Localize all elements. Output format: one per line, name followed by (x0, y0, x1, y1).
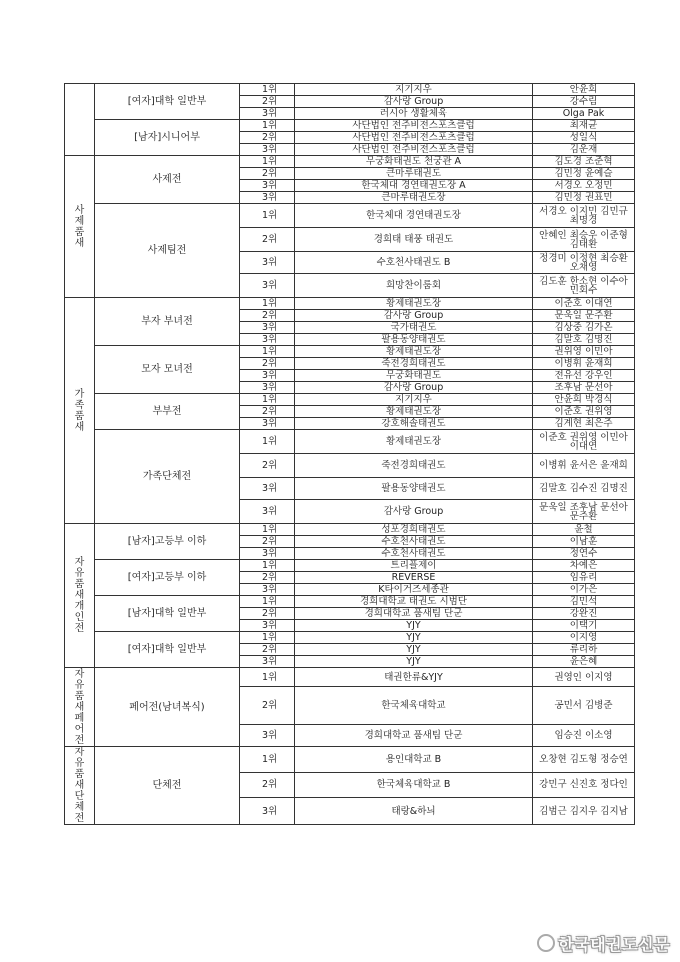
table-row (65, 156, 635, 168)
team-cell: 감사랑 Group (295, 382, 533, 394)
rank-cell: 1위 (240, 298, 295, 310)
table-row (65, 394, 635, 406)
team-cell: YJY (295, 620, 533, 632)
section-title-text: 자유품새개인전 (74, 557, 85, 634)
team-cell: 죽전경희태권도 (295, 358, 533, 370)
rank-cell: 1위 (240, 156, 295, 168)
rank-cell: 2위 (240, 96, 295, 108)
group-name: 페어전(남녀복식) (95, 668, 240, 747)
rank-cell: 3위 (240, 370, 295, 382)
athlete-names-cell: 김민석 (533, 596, 635, 608)
team-cell: 황제태권도장 (295, 346, 533, 358)
rank-cell: 3위 (240, 584, 295, 596)
rank-cell: 1위 (240, 524, 295, 536)
team-cell: 경희태 태풍 태권도 (295, 228, 533, 252)
athlete-names-cell: 김상중 김가온 (533, 322, 635, 334)
athlete-names-cell: 안혜인 최승우 이준형 김태환 (533, 228, 635, 252)
rank-cell: 3위 (240, 382, 295, 394)
athlete-names-cell: 성일식 (533, 132, 635, 144)
section-title (65, 156, 95, 298)
rank-cell: 3위 (240, 180, 295, 192)
rank-cell: 2위 (240, 772, 295, 798)
team-cell: 한국체대 경연태권도장 (295, 204, 533, 228)
rank-cell: 1위 (240, 204, 295, 228)
team-cell: 국가태권도 (295, 322, 533, 334)
section-title (65, 298, 95, 524)
rank-cell: 2위 (240, 536, 295, 548)
athlete-names-cell: 차예은 (533, 560, 635, 572)
athlete-names-cell: 문욱일 문주환 (533, 310, 635, 322)
rank-cell: 2위 (240, 228, 295, 252)
table-row (65, 120, 635, 132)
team-cell: 수호천사태권도 (295, 548, 533, 560)
table-row (65, 632, 635, 644)
athlete-names-cell: 김운재 (533, 144, 635, 156)
rank-cell: 2위 (240, 310, 295, 322)
team-cell: 감사랑 Group (295, 310, 533, 322)
table-row (65, 596, 635, 608)
athlete-names-cell: 권위영 이민아 (533, 346, 635, 358)
athlete-names-cell: 최재균 (533, 120, 635, 132)
logo-icon (537, 934, 555, 952)
team-cell: 태권한류&YJY (295, 668, 533, 687)
group-name: 단체전 (95, 747, 240, 825)
rank-cell: 3위 (240, 725, 295, 747)
rank-cell: 1위 (240, 346, 295, 358)
athlete-names-cell: Olga Pak (533, 108, 635, 120)
athlete-names-cell: 윤철 (533, 524, 635, 536)
section-title (65, 84, 95, 156)
section-title (65, 524, 95, 668)
team-cell: 경희대학교 태권도 시범단 (295, 596, 533, 608)
section-title-text: 가족품새 (74, 388, 85, 433)
section-title (65, 668, 95, 747)
team-cell: 큰마루태권도 (295, 168, 533, 180)
team-cell: 큰마루태권도장 (295, 192, 533, 204)
table-row (65, 346, 635, 358)
team-cell: 지기지우 (295, 394, 533, 406)
rank-cell: 3위 (240, 418, 295, 430)
athlete-names-cell: 강완진 (533, 608, 635, 620)
rank-cell: 2위 (240, 132, 295, 144)
team-cell: YJY (295, 632, 533, 644)
team-cell: 수호천사태권도 (295, 536, 533, 548)
team-cell: K타이거즈세종관 (295, 584, 533, 596)
table-row (65, 204, 635, 228)
team-cell: 희망찬이룸회 (295, 274, 533, 298)
table-row (65, 747, 635, 773)
rank-cell: 1위 (240, 560, 295, 572)
rank-cell: 3위 (240, 322, 295, 334)
athlete-names-cell: 정경미 이정현 최승환 오채영 (533, 252, 635, 274)
team-cell: 강호해솔태권도 (295, 418, 533, 430)
section-title-text: 자유품새페어전 (74, 668, 85, 746)
athlete-names-cell: 김계현 최은주 (533, 418, 635, 430)
group-name: [여자]대학 일반부 (95, 84, 240, 120)
athlete-names-cell: 이준호 권위영 (533, 406, 635, 418)
table-row (65, 560, 635, 572)
rank-cell: 2위 (240, 687, 295, 725)
athlete-names-cell: 윤은혜 (533, 656, 635, 668)
athlete-names-cell: 서경오 오정민 (533, 180, 635, 192)
athlete-names-cell: 공민서 김병준 (533, 687, 635, 725)
team-cell: 팔용동양태권도 (295, 478, 533, 500)
group-name: [남자]대학 일반부 (95, 596, 240, 632)
table-row (65, 524, 635, 536)
team-cell: 성포경희태권도 (295, 524, 533, 536)
team-cell: 사단법인 전주비전스포츠클럽 (295, 120, 533, 132)
rank-cell: 2위 (240, 454, 295, 478)
team-cell: 한국체대 경연태권도장 A (295, 180, 533, 192)
team-cell: 경희대학교 품새팀 단군 (295, 608, 533, 620)
athlete-names-cell: 김범근 김지우 김지남 (533, 798, 635, 825)
rank-cell: 1위 (240, 430, 295, 454)
team-cell: 사단법인 전주비전스포츠클럽 (295, 132, 533, 144)
rank-cell: 3위 (240, 798, 295, 825)
team-cell: 지기지우 (295, 84, 533, 96)
athlete-names-cell: 강수림 (533, 96, 635, 108)
team-cell: 팔용동양태권도 (295, 334, 533, 346)
rank-cell: 3위 (240, 144, 295, 156)
team-cell: 한국체육대학교 (295, 687, 533, 725)
athlete-names-cell: 이남훈 (533, 536, 635, 548)
rank-cell: 3위 (240, 656, 295, 668)
results-table (64, 83, 635, 825)
rank-cell: 3위 (240, 334, 295, 346)
rank-cell: 3위 (240, 478, 295, 500)
rank-cell: 3위 (240, 192, 295, 204)
athlete-names-cell: 임유리 (533, 572, 635, 584)
group-name: 부부전 (95, 394, 240, 430)
athlete-names-cell: 강민구 신진호 정다인 (533, 772, 635, 798)
athlete-names-cell: 안윤희 (533, 84, 635, 96)
rank-cell: 2위 (240, 644, 295, 656)
team-cell: 사단법인 전주비전스포츠클럽 (295, 144, 533, 156)
rank-cell: 2위 (240, 358, 295, 370)
group-name: [남자]시니어부 (95, 120, 240, 156)
group-name: 모자 모녀전 (95, 346, 240, 394)
athlete-names-cell: 전유선 강우인 (533, 370, 635, 382)
rank-cell: 3위 (240, 108, 295, 120)
athlete-names-cell: 이준호 이대연 (533, 298, 635, 310)
group-name: [남자]고등부 이하 (95, 524, 240, 560)
athlete-names-cell: 오창현 김도형 정승연 (533, 747, 635, 773)
team-cell: 무궁화태권도 (295, 370, 533, 382)
athlete-names-cell: 김도훈 한소현 이수아 민회수 (533, 274, 635, 298)
team-cell: 러시아 생활체육 (295, 108, 533, 120)
team-cell: 무궁화태권도 천궁관 A (295, 156, 533, 168)
team-cell: 한국체육대학교 B (295, 772, 533, 798)
table-row (65, 668, 635, 687)
rank-cell: 1위 (240, 747, 295, 773)
athlete-names-cell: 권영인 이지영 (533, 668, 635, 687)
section-title (65, 747, 95, 825)
table-row (65, 298, 635, 310)
athlete-names-cell: 조후남 문선아 (533, 382, 635, 394)
team-cell: 황제태권도장 (295, 298, 533, 310)
rank-cell: 3위 (240, 548, 295, 560)
group-name: 사제전 (95, 156, 240, 204)
athlete-names-cell: 김민정 윤예슬 (533, 168, 635, 180)
rank-cell: 1위 (240, 394, 295, 406)
athlete-names-cell: 서경오 이지민 김민규 최명경 (533, 204, 635, 228)
team-cell: 경희대학교 품새팀 단군 (295, 725, 533, 747)
athlete-names-cell: 김말호 김수진 김명진 (533, 478, 635, 500)
rank-cell: 1위 (240, 120, 295, 132)
athlete-names-cell: 임승진 이소영 (533, 725, 635, 747)
athlete-names-cell: 이병휘 윤재희 (533, 358, 635, 370)
rank-cell: 3위 (240, 252, 295, 274)
athlete-names-cell: 안윤희 박경식 (533, 394, 635, 406)
rank-cell: 2위 (240, 168, 295, 180)
athlete-names-cell: 김도경 조준혁 (533, 156, 635, 168)
athlete-names-cell: 김민정 권표민 (533, 192, 635, 204)
section-title-text: 사제품새 (74, 204, 85, 249)
team-cell: 용인대학교 B (295, 747, 533, 773)
rank-cell: 1위 (240, 596, 295, 608)
rank-cell: 2위 (240, 406, 295, 418)
rank-cell: 1위 (240, 84, 295, 96)
group-name: [여자]고등부 이하 (95, 560, 240, 596)
team-cell: 황제태권도장 (295, 430, 533, 454)
table-row (65, 430, 635, 454)
team-cell: 감사랑 Group (295, 500, 533, 524)
team-cell: YJY (295, 644, 533, 656)
watermark-text: 한국태권도신문 (558, 935, 670, 954)
team-cell: 수호천사태권도 B (295, 252, 533, 274)
rank-cell: 3위 (240, 620, 295, 632)
rank-cell: 1위 (240, 632, 295, 644)
athlete-names-cell: 류리하 (533, 644, 635, 656)
rank-cell: 3위 (240, 274, 295, 298)
athlete-names-cell: 이가은 (533, 584, 635, 596)
group-name: 사제팀전 (95, 204, 240, 298)
group-name: [여자]대학 일반부 (95, 632, 240, 668)
athlete-names-cell: 이병휘 윤서은 윤재희 (533, 454, 635, 478)
rank-cell: 2위 (240, 608, 295, 620)
athlete-names-cell: 문욱일 조후남 문선아 문주환 (533, 500, 635, 524)
athlete-names-cell: 정연수 (533, 548, 635, 560)
athlete-names-cell: 김말호 김명진 (533, 334, 635, 346)
rank-cell: 3위 (240, 500, 295, 524)
team-cell: 죽전경희태권도 (295, 454, 533, 478)
team-cell: 트리플제이 (295, 560, 533, 572)
section-title-text: 자유품새단체전 (74, 747, 85, 824)
rank-cell: 1위 (240, 668, 295, 687)
table-row (65, 84, 635, 96)
team-cell: 감사랑 Group (295, 96, 533, 108)
team-cell: REVERSE (295, 572, 533, 584)
athlete-names-cell: 이택기 (533, 620, 635, 632)
athlete-names-cell: 이지영 (533, 632, 635, 644)
team-cell: 황제태권도장 (295, 406, 533, 418)
group-name: 가족단체전 (95, 430, 240, 524)
newspaper-watermark (537, 932, 670, 955)
team-cell: 태랑&하늬 (295, 798, 533, 825)
team-cell: YJY (295, 656, 533, 668)
group-name: 부자 부녀전 (95, 298, 240, 346)
rank-cell: 2위 (240, 572, 295, 584)
athlete-names-cell: 이준호 권위영 이민아 이대연 (533, 430, 635, 454)
